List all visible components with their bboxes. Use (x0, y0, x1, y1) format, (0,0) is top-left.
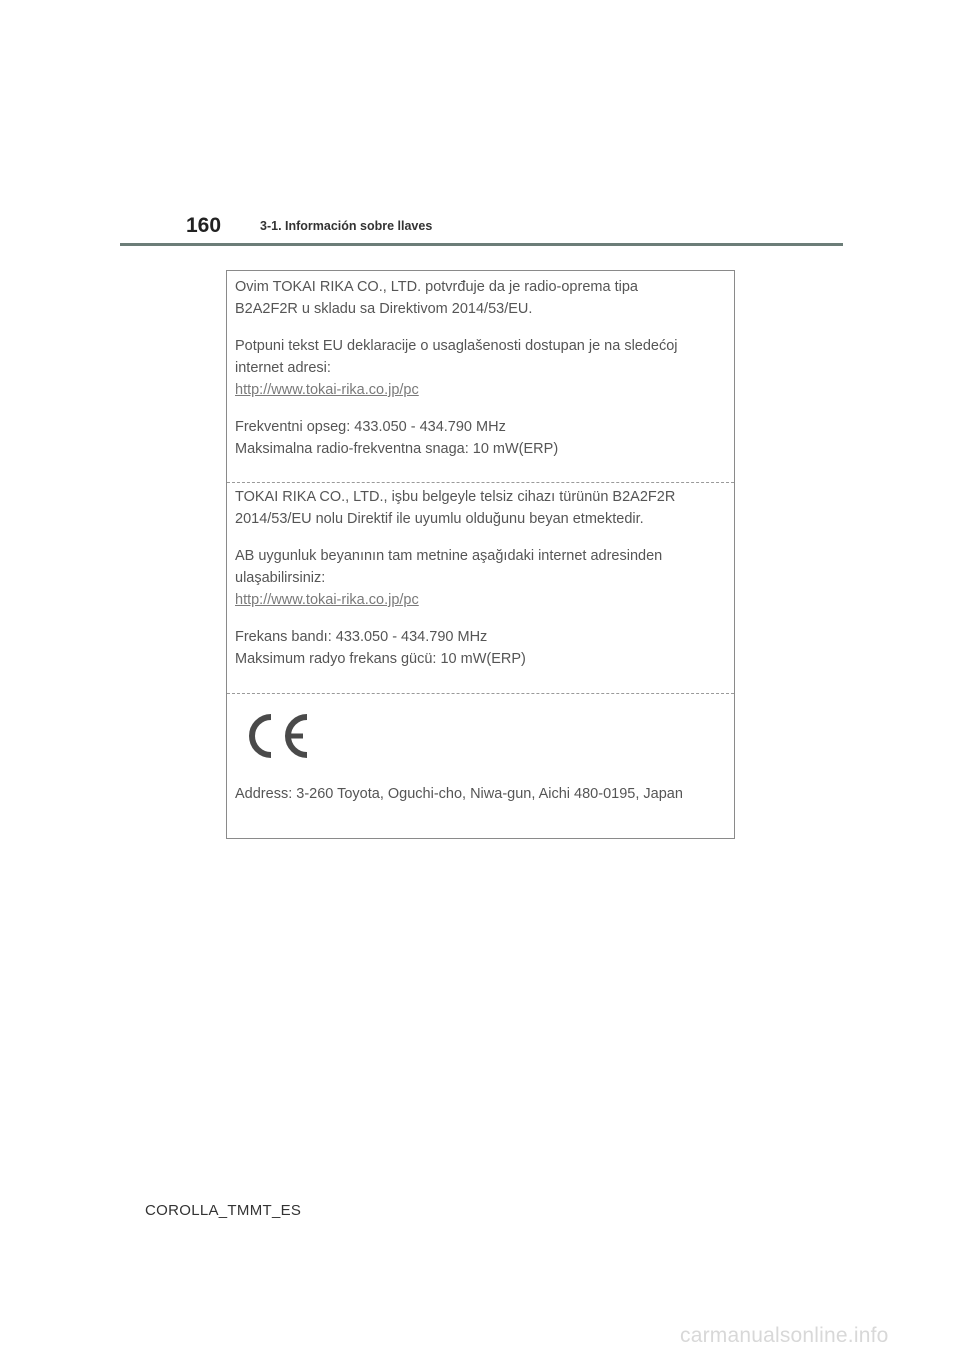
turkish-power: Maksimum radyo frekans gücü: 10 mW(ERP) (235, 651, 526, 667)
turkish-line-3: AB uygunluk beyanının tam metnine aşağıdaki internet adresinden (235, 548, 663, 564)
turkish-frequency: Frekans bandı: 433.050 - 434.790 MHz (235, 629, 488, 645)
serbian-line-2: B2A2F2R u skladu sa Direktivom 2014/53/EU. (235, 301, 533, 317)
section-title: 3-1. Información sobre llaves (260, 219, 433, 233)
serbian-power: Maksimalna radio-frekventna snaga: 10 mW(ERP) (235, 441, 559, 457)
declaration-box (226, 270, 735, 839)
site-watermark: carmanualsonline.info (680, 1324, 889, 1347)
page-number: 160 (186, 214, 222, 237)
manufacturer-address: Address: 3-260 Toyota, Oguchi-cho, Niwa-gun, Aichi 480-0195, Japan (235, 786, 683, 802)
serbian-line-1: Ovim TOKAI RIKA CO., LTD. potvrđuje da je radio-oprema tipa (235, 279, 638, 295)
serbian-line-3: Potpuni tekst EU deklaracije o usaglašenosti dostupan je na sledećoj (235, 338, 678, 354)
serbian-declaration-link[interactable]: http://www.tokai-rika.co.jp/pc (235, 382, 419, 398)
ce-mark-icon (241, 711, 311, 761)
turkish-declaration-link[interactable]: http://www.tokai-rika.co.jp/pc (235, 592, 419, 608)
turkish-line-4: ulaşabilirsiniz: (235, 570, 326, 586)
turkish-declaration (235, 486, 726, 670)
turkish-line-2: 2014/53/EU nolu Direktif ile uyumlu olduğunu beyan etmektedir. (235, 511, 644, 527)
header-divider (120, 243, 843, 246)
turkish-line-1: TOKAI RIKA CO., LTD., işbu belgeyle telsiz cihazı türünün B2A2F2R (235, 489, 676, 505)
section-separator (227, 693, 734, 694)
serbian-declaration (235, 276, 726, 460)
serbian-line-4: internet adresi: (235, 360, 331, 376)
document-code: COROLLA_TMMT_ES (145, 1202, 302, 1219)
serbian-frequency: Frekventni opseg: 433.050 - 434.790 MHz (235, 419, 506, 435)
section-separator (227, 482, 734, 483)
